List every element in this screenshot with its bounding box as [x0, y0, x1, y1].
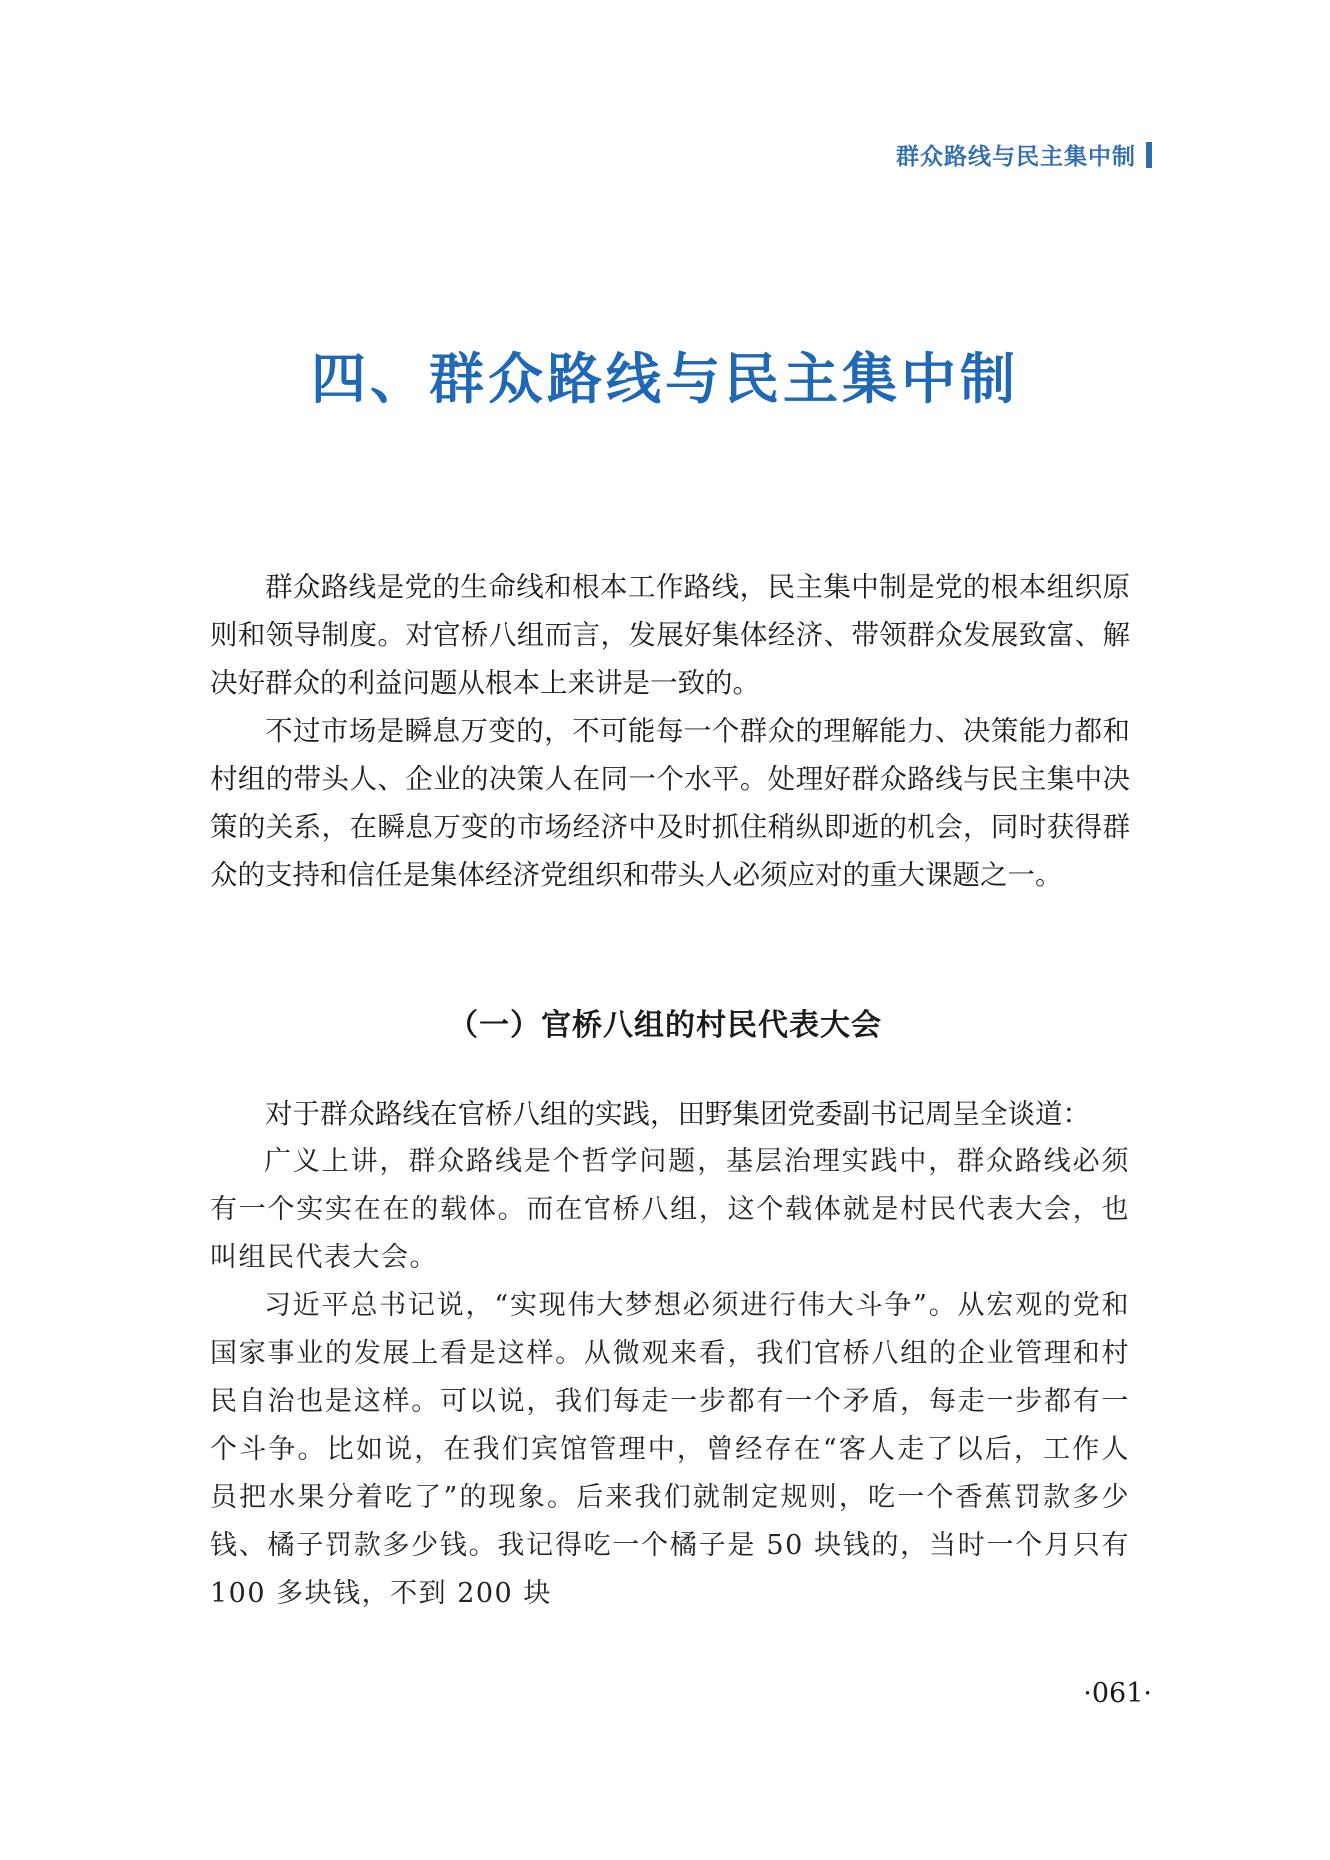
header-bar-mark — [1146, 142, 1152, 168]
running-header — [896, 138, 1152, 171]
section-heading: （一）官桥八组的村民代表大会 — [448, 1008, 882, 1043]
running-header-title: 群众路线与民主集中制 — [896, 144, 1136, 170]
page-number: ·061· — [1083, 1678, 1152, 1709]
section-lead-paragraph: 对于群众路线在官桥八组的实践，田野集团党委副书记周呈全谈道： — [265, 1098, 1090, 1130]
chapter-title: 四、群众路线与民主集中制 — [310, 346, 1019, 411]
intro-paragraph-1: 群众路线是党的生命线和根本工作路线，民主集中制是党的根本组织原则和领导制度。对官桥八组而言，发展好集体经济、带领群众发展致富、解决好群众的利益问题从根本上来讲是一致的。 — [210, 571, 1130, 699]
intro-text-block — [210, 563, 1130, 899]
intro-paragraph-2: 不过市场是瞬息万变的，不可能每一个群众的理解能力、决策能力都和村组的带头人、企业的决策人在同一个水平。处理好群众路线与民主集中决策的关系，在瞬息万变的市场经济中及时抓住稍纵即逝的机会，同时获得群众的支持和信任是集体经济党组织和带头人必须应对的重大课题之一。 — [210, 715, 1130, 891]
quote-paragraph-1: 广义上讲，群众路线是个哲学问题，基层治理实践中，群众路线必须有一个实实在在的载体。而在官桥八组，这个载体就是村民代表大会，也叫组民代表大会。 — [210, 1146, 1130, 1273]
section-text-block — [210, 1090, 1130, 1618]
quote-paragraph-2: 习近平总书记说，“实现伟大梦想必须进行伟大斗争”。从宏观的党和国家事业的发展上看是这样。从微观来看，我们官桥八组的企业管理和村民自治也是这样。可以说，我们每走一步都有一个矛盾，每走一步都有一个斗争。比如说，在我们宾馆管理中，曾经存在“客人走了以后，工作人员把水果分着吃了”的现象。后来我们就制定规则，吃一个香蕉罚款多少钱、橘子罚款多少钱。我记得吃一个橘子是 50 块钱的，当时一个月只有 100 多块钱，不到 200 块 — [210, 1290, 1130, 1609]
